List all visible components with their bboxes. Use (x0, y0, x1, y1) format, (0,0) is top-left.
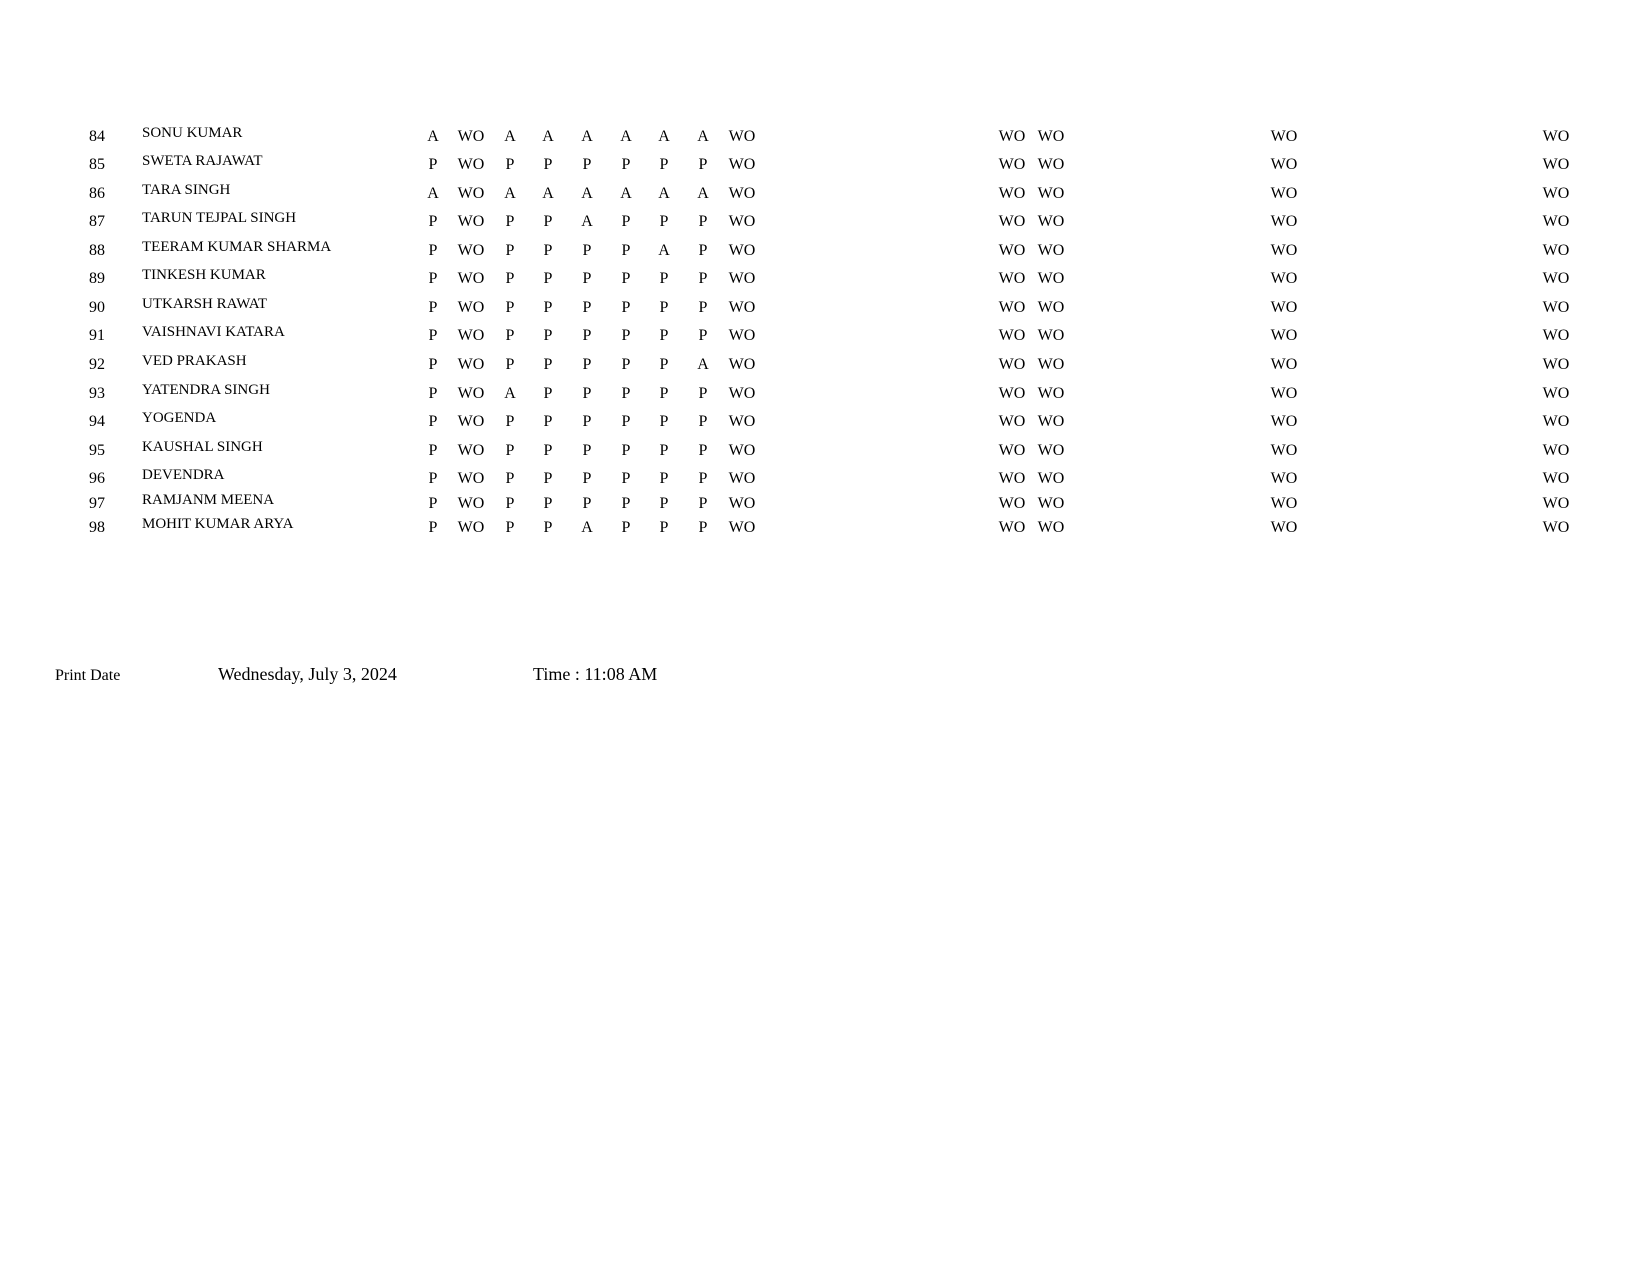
attendance-mark: A (581, 185, 593, 202)
weekly-off-mark: WO (998, 128, 1026, 145)
weekly-off-mark: WO (1542, 519, 1570, 536)
attendance-mark: P (698, 413, 708, 430)
attendance-mark: P (582, 242, 592, 259)
weekly-off-mark: WO (998, 213, 1026, 230)
print-date-label: Print Date (55, 667, 121, 684)
employee-name: DEVENDRA (142, 467, 225, 483)
attendance-mark: A (504, 385, 516, 402)
attendance-mark: A (697, 128, 709, 145)
attendance-mark: P (582, 442, 592, 459)
attendance-mark: P (543, 442, 553, 459)
weekly-off-mark: WO (1270, 185, 1298, 202)
attendance-mark: A (658, 128, 670, 145)
attendance-mark: P (582, 270, 592, 287)
attendance-mark: P (698, 495, 708, 512)
attendance-mark: P (582, 299, 592, 316)
weekly-off-mark: WO (1542, 270, 1570, 287)
attendance-mark: P (543, 299, 553, 316)
weekly-off-mark: WO (1542, 495, 1570, 512)
attendance-mark: A (427, 185, 439, 202)
attendance-mark: P (543, 413, 553, 430)
attendance-mark: WO (728, 413, 756, 430)
weekly-off-mark: WO (1542, 470, 1570, 487)
weekly-off-mark: WO (1542, 442, 1570, 459)
serial-number: 87 (89, 213, 105, 230)
serial-number: 85 (89, 156, 105, 173)
weekly-off-mark: WO (998, 356, 1026, 373)
attendance-mark: WO (728, 442, 756, 459)
attendance-mark: P (698, 156, 708, 173)
attendance-mark: P (621, 495, 631, 512)
attendance-mark: WO (457, 413, 485, 430)
attendance-mark: P (621, 356, 631, 373)
attendance-mark: P (428, 470, 438, 487)
attendance-mark: P (543, 156, 553, 173)
attendance-mark: P (698, 327, 708, 344)
attendance-mark: P (428, 519, 438, 536)
table-row (0, 153, 1650, 180)
weekly-off-mark: WO (1037, 242, 1065, 259)
attendance-mark: P (621, 213, 631, 230)
employee-name: SWETA RAJAWAT (142, 153, 263, 169)
employee-name: YATENDRA SINGH (142, 382, 270, 398)
attendance-mark: WO (728, 299, 756, 316)
attendance-mark: P (659, 495, 669, 512)
serial-number: 84 (89, 128, 105, 145)
print-footer (0, 664, 1650, 694)
table-row (0, 410, 1650, 437)
attendance-mark: P (621, 385, 631, 402)
attendance-mark: WO (728, 385, 756, 402)
attendance-mark: WO (728, 356, 756, 373)
attendance-mark: WO (728, 242, 756, 259)
attendance-mark: P (505, 519, 515, 536)
serial-number: 90 (89, 299, 105, 316)
attendance-mark: P (621, 156, 631, 173)
attendance-mark: P (428, 213, 438, 230)
table-row (0, 267, 1650, 294)
attendance-mark: P (543, 356, 553, 373)
attendance-mark: WO (728, 519, 756, 536)
weekly-off-mark: WO (1270, 299, 1298, 316)
employee-name: TARA SINGH (142, 182, 231, 198)
weekly-off-mark: WO (1542, 299, 1570, 316)
weekly-off-mark: WO (1037, 185, 1065, 202)
weekly-off-mark: WO (1270, 442, 1298, 459)
serial-number: 91 (89, 327, 105, 344)
attendance-mark: WO (728, 156, 756, 173)
table-row (0, 324, 1650, 351)
attendance-mark: A (581, 213, 593, 230)
employee-name: RAMJANM MEENA (142, 492, 275, 508)
weekly-off-mark: WO (1270, 156, 1298, 173)
weekly-off-mark: WO (1270, 213, 1298, 230)
weekly-off-mark: WO (998, 156, 1026, 173)
weekly-off-mark: WO (1270, 128, 1298, 145)
attendance-mark: P (505, 413, 515, 430)
attendance-mark: P (582, 327, 592, 344)
attendance-mark: P (582, 356, 592, 373)
attendance-mark: P (543, 270, 553, 287)
weekly-off-mark: WO (998, 442, 1026, 459)
attendance-mark: P (505, 270, 515, 287)
attendance-mark: WO (728, 327, 756, 344)
attendance-mark: P (543, 519, 553, 536)
weekly-off-mark: WO (1037, 442, 1065, 459)
print-time: Time : 11:08 AM (533, 664, 658, 684)
weekly-off-mark: WO (1037, 270, 1065, 287)
attendance-mark: A (542, 185, 554, 202)
table-row (0, 467, 1650, 494)
attendance-mark: P (582, 385, 592, 402)
weekly-off-mark: WO (1542, 213, 1570, 230)
weekly-off-mark: WO (1270, 470, 1298, 487)
attendance-mark: P (621, 413, 631, 430)
attendance-mark: P (698, 442, 708, 459)
attendance-mark: WO (728, 128, 756, 145)
weekly-off-mark: WO (1037, 519, 1065, 536)
attendance-mark: P (698, 299, 708, 316)
attendance-mark: A (427, 128, 439, 145)
weekly-off-mark: WO (1270, 356, 1298, 373)
weekly-off-mark: WO (998, 413, 1026, 430)
attendance-mark: WO (457, 213, 485, 230)
employee-name: SONU KUMAR (142, 125, 243, 141)
attendance-mark: P (659, 156, 669, 173)
weekly-off-mark: WO (1542, 185, 1570, 202)
print-date-value: Wednesday, July 3, 2024 (218, 664, 397, 684)
attendance-mark: A (620, 128, 632, 145)
attendance-mark: P (659, 270, 669, 287)
weekly-off-mark: WO (1037, 327, 1065, 344)
weekly-off-mark: WO (998, 519, 1026, 536)
weekly-off-mark: WO (1270, 242, 1298, 259)
table-row (0, 125, 1650, 152)
serial-number: 94 (89, 413, 105, 430)
attendance-mark: P (659, 470, 669, 487)
table-row (0, 439, 1650, 466)
weekly-off-mark: WO (1542, 356, 1570, 373)
attendance-mark: WO (457, 242, 485, 259)
attendance-mark: P (505, 242, 515, 259)
weekly-off-mark: WO (1270, 270, 1298, 287)
weekly-off-mark: WO (1270, 413, 1298, 430)
attendance-mark: WO (457, 270, 485, 287)
serial-number: 93 (89, 385, 105, 402)
attendance-mark: WO (728, 213, 756, 230)
weekly-off-mark: WO (1542, 242, 1570, 259)
table-row (0, 210, 1650, 237)
table-row (0, 382, 1650, 409)
attendance-mark: WO (457, 470, 485, 487)
weekly-off-mark: WO (998, 327, 1026, 344)
weekly-off-mark: WO (998, 270, 1026, 287)
employee-name: TARUN TEJPAL SINGH (142, 210, 297, 226)
attendance-mark: P (659, 356, 669, 373)
attendance-mark: P (505, 213, 515, 230)
attendance-mark: WO (457, 442, 485, 459)
attendance-mark: P (428, 270, 438, 287)
attendance-mark: A (504, 128, 516, 145)
attendance-mark: P (428, 242, 438, 259)
attendance-mark: P (621, 327, 631, 344)
attendance-mark: P (698, 519, 708, 536)
attendance-mark: P (428, 385, 438, 402)
weekly-off-mark: WO (998, 495, 1026, 512)
attendance-mark: WO (457, 185, 485, 202)
weekly-off-mark: WO (1270, 327, 1298, 344)
attendance-mark: P (582, 470, 592, 487)
attendance-mark: P (543, 213, 553, 230)
attendance-mark: A (504, 185, 516, 202)
attendance-mark: P (621, 299, 631, 316)
attendance-mark: WO (728, 470, 756, 487)
attendance-mark: A (581, 519, 593, 536)
attendance-mark: P (621, 242, 631, 259)
serial-number: 95 (89, 442, 105, 459)
weekly-off-mark: WO (998, 299, 1026, 316)
serial-number: 98 (89, 519, 105, 536)
attendance-mark: P (543, 495, 553, 512)
attendance-mark: P (698, 385, 708, 402)
attendance-mark: P (428, 156, 438, 173)
attendance-mark: P (659, 385, 669, 402)
weekly-off-mark: WO (998, 385, 1026, 402)
attendance-mark: P (582, 156, 592, 173)
weekly-off-mark: WO (1037, 128, 1065, 145)
table-row (0, 239, 1650, 266)
attendance-mark: P (659, 327, 669, 344)
weekly-off-mark: WO (1270, 385, 1298, 402)
attendance-mark: WO (728, 495, 756, 512)
weekly-off-mark: WO (1542, 385, 1570, 402)
employee-name: UTKARSH RAWAT (142, 296, 268, 312)
attendance-mark: P (543, 242, 553, 259)
table-row (0, 353, 1650, 380)
serial-number: 86 (89, 185, 105, 202)
weekly-off-mark: WO (998, 470, 1026, 487)
attendance-mark: P (582, 495, 592, 512)
attendance-mark: P (659, 299, 669, 316)
attendance-mark: P (505, 442, 515, 459)
attendance-mark: P (505, 356, 515, 373)
attendance-mark: P (505, 327, 515, 344)
attendance-mark: P (659, 413, 669, 430)
attendance-mark: P (543, 470, 553, 487)
attendance-mark: WO (728, 270, 756, 287)
attendance-mark: P (698, 470, 708, 487)
weekly-off-mark: WO (1542, 327, 1570, 344)
employee-name: VAISHNAVI KATARA (142, 324, 285, 340)
attendance-mark: A (658, 185, 670, 202)
serial-number: 97 (89, 495, 105, 512)
attendance-mark: P (543, 385, 553, 402)
weekly-off-mark: WO (1037, 495, 1065, 512)
weekly-off-mark: WO (1037, 385, 1065, 402)
weekly-off-mark: WO (998, 242, 1026, 259)
weekly-off-mark: WO (1037, 156, 1065, 173)
table-row (0, 182, 1650, 209)
table-row (0, 516, 1650, 543)
attendance-mark: P (505, 156, 515, 173)
attendance-mark: P (698, 213, 708, 230)
employee-name: TEERAM KUMAR SHARMA (142, 239, 332, 255)
attendance-mark: P (428, 299, 438, 316)
weekly-off-mark: WO (1037, 356, 1065, 373)
attendance-mark: WO (457, 495, 485, 512)
attendance-mark: P (659, 519, 669, 536)
attendance-mark: P (543, 327, 553, 344)
employee-name: KAUSHAL SINGH (142, 439, 263, 455)
weekly-off-mark: WO (1037, 213, 1065, 230)
attendance-mark: P (505, 470, 515, 487)
attendance-mark: A (581, 128, 593, 145)
attendance-mark: WO (457, 385, 485, 402)
attendance-mark: P (505, 495, 515, 512)
serial-number: 96 (89, 470, 105, 487)
attendance-mark: P (582, 413, 592, 430)
attendance-mark: P (621, 442, 631, 459)
attendance-mark: WO (457, 128, 485, 145)
attendance-mark: P (428, 442, 438, 459)
employee-name: VED PRAKASH (142, 353, 247, 369)
attendance-mark: P (621, 519, 631, 536)
weekly-off-mark: WO (1037, 470, 1065, 487)
attendance-mark: A (620, 185, 632, 202)
weekly-off-mark: WO (1270, 519, 1298, 536)
attendance-mark: WO (457, 327, 485, 344)
employee-name: TINKESH KUMAR (142, 267, 266, 283)
attendance-mark: P (428, 356, 438, 373)
attendance-mark: P (621, 470, 631, 487)
weekly-off-mark: WO (1270, 495, 1298, 512)
attendance-mark: A (697, 356, 709, 373)
weekly-off-mark: WO (998, 185, 1026, 202)
weekly-off-mark: WO (1037, 413, 1065, 430)
attendance-mark: P (428, 413, 438, 430)
attendance-mark: P (659, 442, 669, 459)
serial-number: 88 (89, 242, 105, 259)
employee-name: YOGENDA (142, 410, 217, 426)
attendance-mark: P (698, 270, 708, 287)
attendance-mark: A (542, 128, 554, 145)
attendance-mark: A (697, 185, 709, 202)
attendance-mark: P (428, 495, 438, 512)
attendance-mark: P (698, 242, 708, 259)
attendance-mark: WO (728, 185, 756, 202)
weekly-off-mark: WO (1037, 299, 1065, 316)
weekly-off-mark: WO (1542, 156, 1570, 173)
employee-name: MOHIT KUMAR ARYA (142, 516, 294, 532)
weekly-off-mark: WO (1542, 128, 1570, 145)
attendance-mark: WO (457, 156, 485, 173)
attendance-mark: P (659, 213, 669, 230)
attendance-mark: WO (457, 299, 485, 316)
serial-number: 89 (89, 270, 105, 287)
attendance-mark: WO (457, 356, 485, 373)
weekly-off-mark: WO (1542, 413, 1570, 430)
attendance-mark: WO (457, 519, 485, 536)
attendance-mark: P (621, 270, 631, 287)
attendance-mark: P (505, 299, 515, 316)
table-row (0, 296, 1650, 323)
attendance-mark: P (428, 327, 438, 344)
attendance-mark: A (658, 242, 670, 259)
serial-number: 92 (89, 356, 105, 373)
